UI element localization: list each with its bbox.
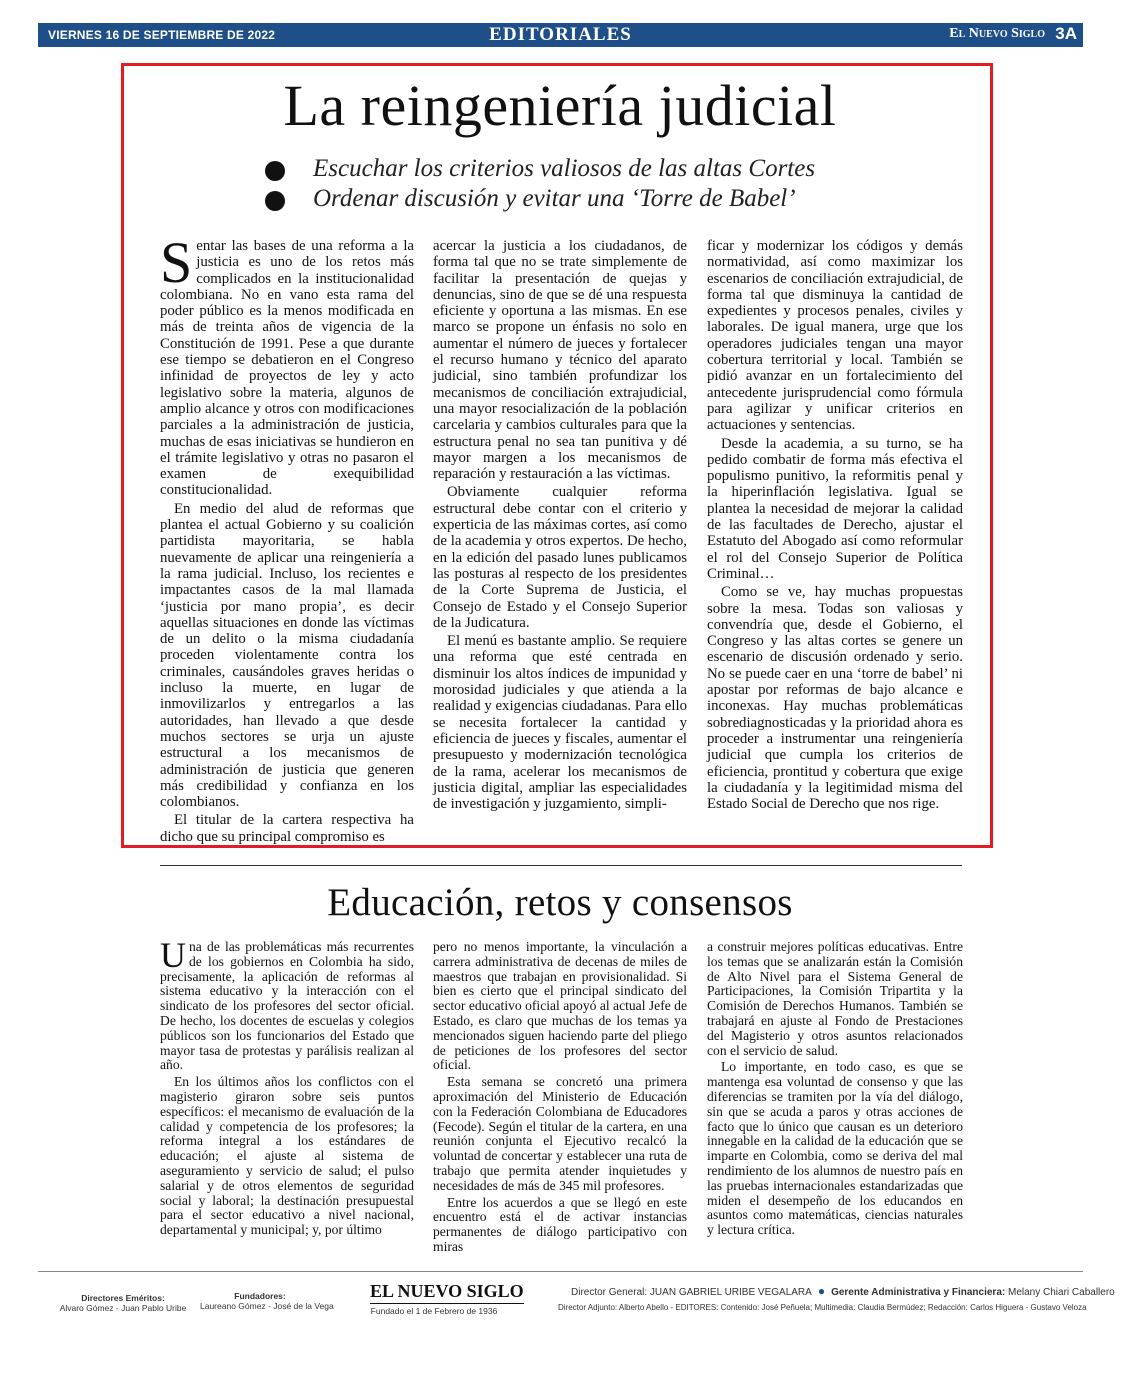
article1-paragraph: ficar y modernizar los códigos y demás normatividad, así como maximizar los escenarios de conciliación extrajudicial, de forma tal que disminuya la cantidad de expedientes y procesos penales, civiles y laborales. De igual manera, urge que los operadores judiciales tengan una mayor cobertura territorial y local. También se pidió avanzar en un fortalecimiento del antecedente jurisprudencial como fórmula para agilizar y unificar criterios en actuaciones y sentencias. bbox=[707, 238, 963, 434]
newspaper-logo: EL NUEVO SIGLO bbox=[370, 1281, 524, 1304]
article1-kicker-1-text: Escuchar los criterios valiosos de las altas Cortes bbox=[313, 155, 816, 182]
footer-staff: Director Adjunto: Alberto Abello - EDITORES: Contenido: José Peñuela; Multimedia: Claudia Bermúdez; Redacción: Carlos Higuera - Gustavo Veloza bbox=[558, 1303, 1087, 1312]
footer-founders: Fundadores: Laureano Gómez - José de la Vega bbox=[200, 1291, 334, 1311]
article2-paragraph: Lo importante, en todo caso, es que se mantenga esa voluntad de consenso y que las diferencias se tramiten por la vía del diálogo, sin que se acuda a paros y otras acciones de facto que lo único que causan es un deterioro innegable en la calidad de la educación que se imparte en Colombia, como se deriva del mal rendimiento de los alumnos de nuestro país en las pruebas internacionales estandarizadas que miden el desempeño de los educandos en asuntos como matemáticas, ciencias naturales y lectura crítica. bbox=[707, 1059, 963, 1238]
bullet-dot-icon bbox=[265, 191, 285, 211]
article2-headline: Educación, retos y consensos bbox=[327, 881, 793, 924]
article1-paragraph: El menú es bastante amplio. Se requiere una reforma que esté centrada en disminuir los altos índices de impunidad y morosidad judiciales y que atienda a la realidad y exigencias ciudadanas. Para ello se necesita fortalecer la cantidad y eficiencia de jueces y fiscales, aumentar el presupuesto y modernización tecnológica de la rama, acelerar los mecanismos de justicia digital, ampliar las especialidades de investigación y juzgamiento, simpli- bbox=[433, 633, 687, 813]
article1-paragraph: El titular de la cartera respectiva ha dicho que su principal compromiso es bbox=[160, 812, 414, 845]
article2-paragraph: a construir mejores políticas educativas. Entre los temas que se analizarán están la Comisión de Alto Nivel para el Sistema General de Participaciones, la Comisión Tripartita y la Comisión de Derechos Humanos. También se trabajará en ajuste al Fondo de Prestaciones del Magisterio y otros asuntos relacionados con el servicio de salud. bbox=[707, 939, 963, 1058]
header-page-number: 3A bbox=[1055, 24, 1077, 43]
article1-paragraph: Sentar las bases de una reforma a la justicia es uno de los retos más complicados en la institucionalidad colombiana. No en vano esta rama del poder público es la menos modificada en más de treinta años de vigencia de la Constitución de 1991. Pese a que durante ese tiempo se debatieron en el Congreso infinidad de proyectos de ley y acto legislativo sobre la materia, algunos de amplio alcance y otros con modificaciones parciales a la administración de justicia, muchas de esas iniciativas se hundieron en el trámite legislativo y otras no pasaron el examen de exequibilidad constitucionalidad. bbox=[160, 230, 414, 499]
section-divider bbox=[160, 865, 962, 866]
header-section-title: EDITORIALES bbox=[489, 24, 632, 45]
article2-column-2 bbox=[433, 940, 687, 1257]
page-header-bar bbox=[38, 23, 1083, 47]
article1-paragraph: En medio del alud de reformas que plantea el actual Gobierno y su coalición partidista mayoritaria, se habla nuevamente de aplicar una reingeniería a la rama judicial. Incluso, los recientes e impactantes casos de la mal llamada ‘justicia por mano propia’, es decir aquellas situaciones en donde las víctimas de un delito o la misma ciudadanía proceden violentamente contra los criminales, causándoles graves heridas o incluso la muerte, en lugar de inmovilizarlos y entregarlos a las autoridades, han llevado a que desde muchos sectores se urja un ajuste estructural a los mecanismos de administración de justicia que generen más credibilidad y confianza en los colombianos. bbox=[160, 500, 414, 811]
article2-paragraph: En los últimos años los conflictos con el magisterio giraron sobre seis puntos específicos: el mecanismo de evaluación de la calidad y competencia de los profesores; la reforma integral a los estándares de educación; el ajuste al sistema de aseguramiento y servicio de salud; el pulso salarial y de otros elementos de seguridad social y laboral; la destinación presupuestal para el sector educativo a nivel nacional, departamental y municipal; y, por último bbox=[160, 1074, 414, 1238]
article2-dropcap: U bbox=[160, 935, 186, 975]
article1-paragraph: Obviamente cualquier reforma estructural debe contar con el criterio y experticia de las máximas cortes, así como de la academia y otros expertos. De hecho, en la edición del pasado lunes publicamos las posturas al respecto de los presidentes de la Corte Suprema de Justicia, el Consejo de Estado y el Consejo Superior de la Judicatura. bbox=[433, 484, 687, 631]
founded-date: Fundado el 1 de Febrero de 1936 bbox=[370, 1306, 498, 1316]
footer-directors: Director General: JUAN GABRIEL URIBE VEGALARA ● Gerente Administrativa y Financiera: Melany Chiari Caballero bbox=[571, 1284, 1115, 1298]
header-date: VIERNES 16 DE SEPTIEMBRE DE 2022 bbox=[48, 28, 276, 42]
article1-dropcap: S bbox=[160, 230, 193, 295]
article1-paragraph: Como se ve, hay muchas propuestas sobre la mesa. Todas son valiosas y convendría que, desde el Gobierno, el Congreso y las altas cortes se genere un escenario de discusión ordenado y serio. No se puede caer en una ‘torre de babel’ ni apostar por reformas de bajo alcance e inconexas. Hay muchas problemáticas sobrediagnosticadas y la prioridad ahora es proceder a instrumentar una reingeniería judicial que cumpla los criterios de eficiencia, prontitud y cobertura que exige la ciudadanía y la legitimidad misma del Estado Social de Derecho que nos rige. bbox=[707, 584, 963, 813]
article1-column-2 bbox=[433, 238, 687, 814]
bullet-dot-icon bbox=[265, 161, 285, 181]
article2-paragraph: pero no menos importante, la vinculación a carrera administrativa de decenas de miles de maestros que trabajan en provisionalidad. Si bien es cierto que el principal sindicato del sector educativo oficial apoyó al actual Jefe de Estado, es claro que muchas de los temas ya mencionados siguen haciendo parte del pliego de peticiones de los profesores del sector oficial. bbox=[433, 939, 688, 1073]
footer-logo-block bbox=[370, 1281, 524, 1316]
bullet-icon: ● bbox=[817, 1284, 826, 1298]
article2-column-1 bbox=[160, 935, 414, 1240]
footer-divider bbox=[38, 1271, 1083, 1272]
article1-kicker-2-text: Ordenar discusión y evitar una ‘Torre de Babel’ bbox=[313, 185, 796, 212]
header-newspaper-name: El Nuevo Siglo bbox=[949, 26, 1045, 41]
article2-column-3 bbox=[707, 940, 963, 1240]
article1-column-1 bbox=[160, 230, 414, 847]
footer-emeritus-directors: Directores Eméritos: Alvaro Gómez - Juan Pablo Uribe bbox=[59, 1293, 187, 1313]
article2-paragraph: Una de las problemáticas más recurrentes de los gobiernos en Colombia ha sido, precisamente, la aplicación de reformas al sistema educativo y la interacción con el sindicato de los profesores del sector oficial. De hecho, los docentes de escuelas y colegios públicos son los funcionarios del Estado que mayor tasa de protestas y parálisis realizan al año. bbox=[160, 935, 414, 1073]
article2-paragraph: Esta semana se concretó una primera aproximación del Ministerio de Educación con la Federación Colombiana de Educadores (Fecode). Según el titular de la cartera, en una reunión conjunta el Ejecutivo recalcó la voluntad de concertar y establecer una ruta de trabajo que permita atender inquietudes y necesidades de más de 345 mil profesores. bbox=[433, 1074, 687, 1193]
article1-paragraph: acercar la justicia a los ciudadanos, de forma tal que no se trate simplemente de facilitar la presentación de quejas y denuncias, sino de que se dé una respuesta eficiente y oportuna a las mismas. En ese marco se propone un énfasis no solo en aumentar el número de jueces y fortalecer el recurso humano y técnico del aparato judicial, sino también profundizar los mecanismos de conciliación extrajudicial, una mayor resocialización de la población carcelaria y cambios culturales para que la estructura penal no sea tan punitiva y dé mayor margen a los mecanismos de reparación y restauración a las víctimas. bbox=[433, 238, 687, 483]
article2-paragraph: Entre los acuerdos a que se llegó en este encuentro está el de activar instancias permanentes de diálogo participativo con miras bbox=[433, 1194, 687, 1254]
article1-headline: La reingeniería judicial bbox=[283, 73, 837, 138]
article1-column-3 bbox=[707, 238, 963, 814]
article1-paragraph: Desde la academia, a su turno, se ha pedido combatir de forma más efectiva el populismo punitivo, la reformitis penal y la hiperinflación legislativa. Igual se plantea la necesidad de mejorar la calidad de las facultades de Derecho, ajustar el Estatuto del Abogado así como reformular el rol del Consejo Superior de Política Criminal… bbox=[707, 435, 963, 582]
